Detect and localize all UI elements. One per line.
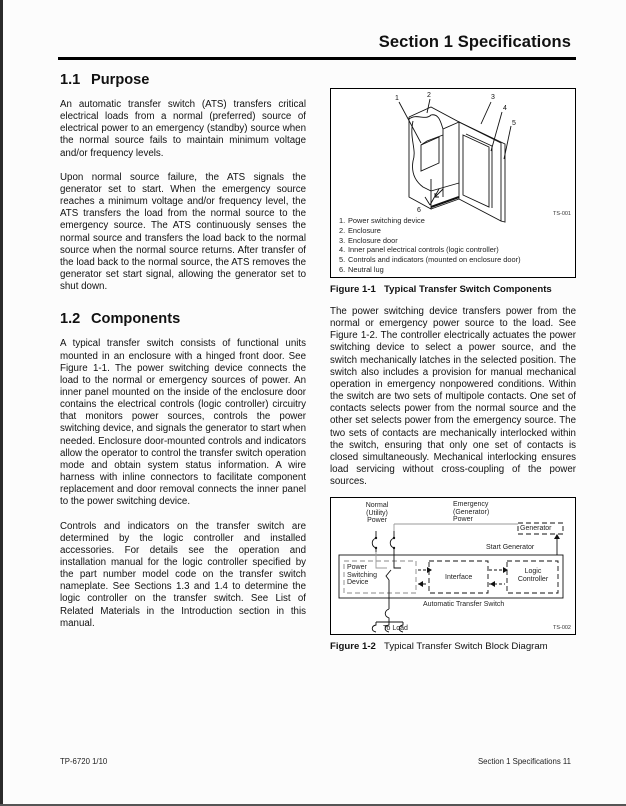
label-power-switching-device: Power Switching Device [347, 564, 377, 587]
callout-3: 3 [491, 94, 495, 101]
label-ats: Automatic Transfer Switch [423, 601, 505, 608]
components-paragraph-3: The power switching device transfers power from the normal or emergency power source to the load. See Figure 1-2. The controller electrically actuates the power switching device to select a power source, and the switch mechanically latches in the selected position. The switch also includes a provision for manual mechanical operation in emergency nonpowered conditions. Within the switch are two sets of multipole contacts. One set of contacts selects power from the normal source and the other set selects power from the emergency source. The two sets of contacts are mechanically interlocked within the switch, ensuring that only one set of contacts is closed simultaneously. Mechanical interlocking ensures load servicing without cross-coupling of the power sources. [330, 306, 576, 488]
legend-item: 4. Inner panel electrical controls (logic controller) [339, 245, 499, 255]
figure-code: TS-002 [552, 625, 571, 631]
label-emergency-power: Emergency (Generator) Power [453, 501, 490, 524]
label-start-generator: Start Generator [486, 544, 535, 551]
callout-1: 1 [395, 95, 399, 102]
legend-item: 6. Neutral lug [339, 264, 384, 274]
label-generator: Generator [520, 525, 552, 532]
legend-item: 3. Enclosure door [339, 235, 398, 245]
footer-page-info: Section 1 Specifications 11 [477, 757, 571, 766]
purpose-paragraph-2: Upon normal source failure, the ATS signals the generator set to start. When the emergency source reaches a minimum voltage and/or frequency level, the ATS transfers the load from the normal source to the emergency source. The ATS continuously senses the normal source and transfers the load back to the normal source when the normal source returns. After transfer of the load back to the normal source, the ATS removes the generator set start signal, allowing the generator set to shut down. [60, 171, 306, 293]
components-paragraph-1: A typical transfer switch consists of functional units mounted in an enclosure with a hinged front door. See Figure 1-1. The power switching device connects the load to the normal or emergency sources of power. An inner panel mounted on the inside of the enclosure door contains the electrical controls (logic controller) circuitry that monitors power sources, controls the power switching device, and signals the generator to start when needed. Enclosure door-mounted controls and indicators allow the operator to control the transfer switch operation mode and obtain system status information. A wire harness with inline connectors to facilitate component replacement and door removal connects the inner panel to the power switching device. [60, 338, 306, 508]
legend-item: 2. Enclosure [339, 225, 381, 235]
legend-item: 5. Controls and indicators (mounted on enclosure door) [339, 255, 521, 265]
callout-5: 5 [512, 120, 516, 127]
callout-4: 4 [503, 105, 507, 112]
purpose-paragraph-1: An automatic transfer switch (ATS) transfers critical electrical loads from a normal (preferred) source of electrical power to an emergency (standby) source when the normal source fails to maintain minimum voltage and/or frequency levels. [60, 99, 306, 159]
label-normal-power: Normal (Utility) Power [365, 502, 389, 525]
figure-1-2 [330, 497, 576, 635]
callout-6: 6 [417, 207, 421, 214]
label-to-load: To Load [383, 625, 408, 632]
label-interface: Interface [445, 574, 473, 581]
label-logic-controller: Logic Controller [517, 568, 549, 583]
heading-purpose: 1.1 Purpose [60, 72, 150, 88]
left-column [60, 72, 306, 630]
figure-1-1-caption: Figure 1-1 Typical Transfer Switch Components [330, 284, 552, 295]
figure-legend [339, 216, 521, 275]
legend-item: 1. Power switching device [339, 216, 425, 225]
section-title: Section 1 Specifications [378, 33, 571, 51]
figure-1-1 [330, 88, 576, 278]
header-rule [58, 57, 576, 60]
figure-1-2-caption: Figure 1-2 Typical Transfer Switch Block Diagram [330, 641, 548, 652]
callout-2: 2 [427, 92, 431, 99]
components-paragraph-2: Controls and indicators on the transfer switch are determined by the logic controller and installed accessories. For details see the operation and installation manual for the logic controller specified by the part number model code on the transfer switch nameplate. See Sections 1.3 and 1.4 to determine the logic controller on the transfer switch. See List of Related Materials in the Introduction section in this manual. [60, 520, 306, 629]
footer-doc-id: TP-6720 1/10 [60, 757, 108, 766]
document-page [3, 0, 626, 804]
figure-code: TS-001 [552, 211, 571, 217]
heading-components: 1.2 Components [60, 311, 181, 328]
